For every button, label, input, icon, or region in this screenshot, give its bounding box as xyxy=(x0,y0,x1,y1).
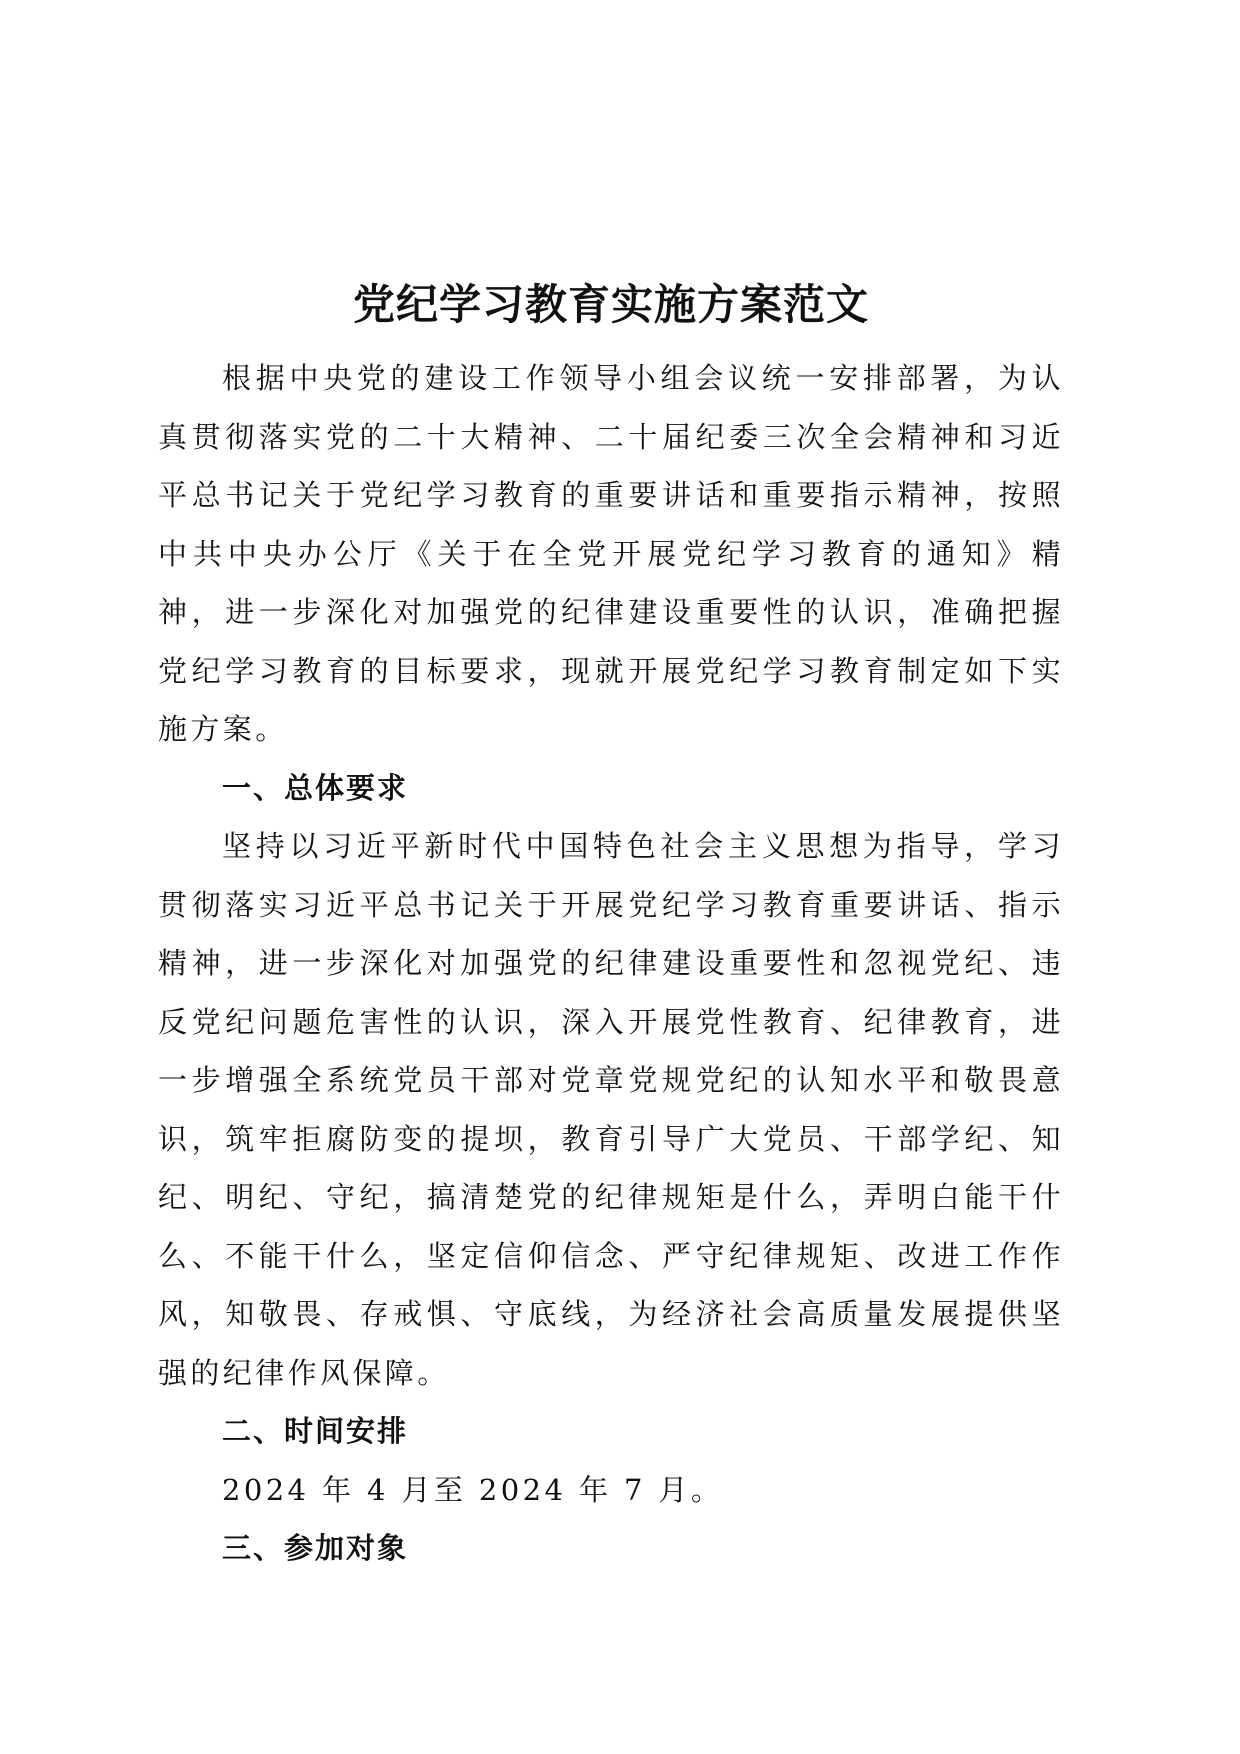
document-content xyxy=(158,275,1064,1578)
section-body-schedule: 2024 年 4 月至 2024 年 7 月。 xyxy=(222,1472,724,1507)
section-body-overall-requirements: 坚持以习近平新时代中国特色社会主义思想为指导，学习贯彻落实习近平总书记关于开展党纪学习教育重要讲话、指示精神，进一步深化对加强党的纪律建设重要性和忽视党纪、违反党纪问题危害性的认识，深入开展党性教育、纪律教育，进一步增强全系统党员干部对党章党规党纪的认知水平和敬畏意识，筑牢拒腐防变的提坝，教育引导广大党员、干部学纪、知纪、明纪、守纪，搞清楚党的纪律规矩是什么，弄明白能干什么、不能干什么，坚定信仰信念、严守纪律规矩、改进工作作风，知敬畏、存戒惧、守底线，为经济社会高质量发展提供坚强的纪律作风保障。 xyxy=(158,829,1064,1390)
document-title: 党纪学习教育实施方案范文 xyxy=(352,280,869,329)
intro-paragraph: 根据中央党的建设工作领导小组会议统一安排部署，为认真贯彻落实党的二十大精神、二十届纪委三次全会精神和习近平总书记关于党纪学习教育的重要讲话和重要指示精神，按照中共中央办公厅《关于在全党开展党纪学习教育的通知》精神，进一步深化对加强党的纪律建设重要性的认识，准确把握党纪学习教育的目标要求，现就开展党纪学习教育制定如下实施方案。 xyxy=(158,361,1064,746)
section-heading-overall-requirements: 一、总体要求 xyxy=(222,770,409,805)
section-heading-schedule: 二、时间安排 xyxy=(222,1414,409,1448)
section-heading-participants: 三、参加对象 xyxy=(222,1531,409,1565)
